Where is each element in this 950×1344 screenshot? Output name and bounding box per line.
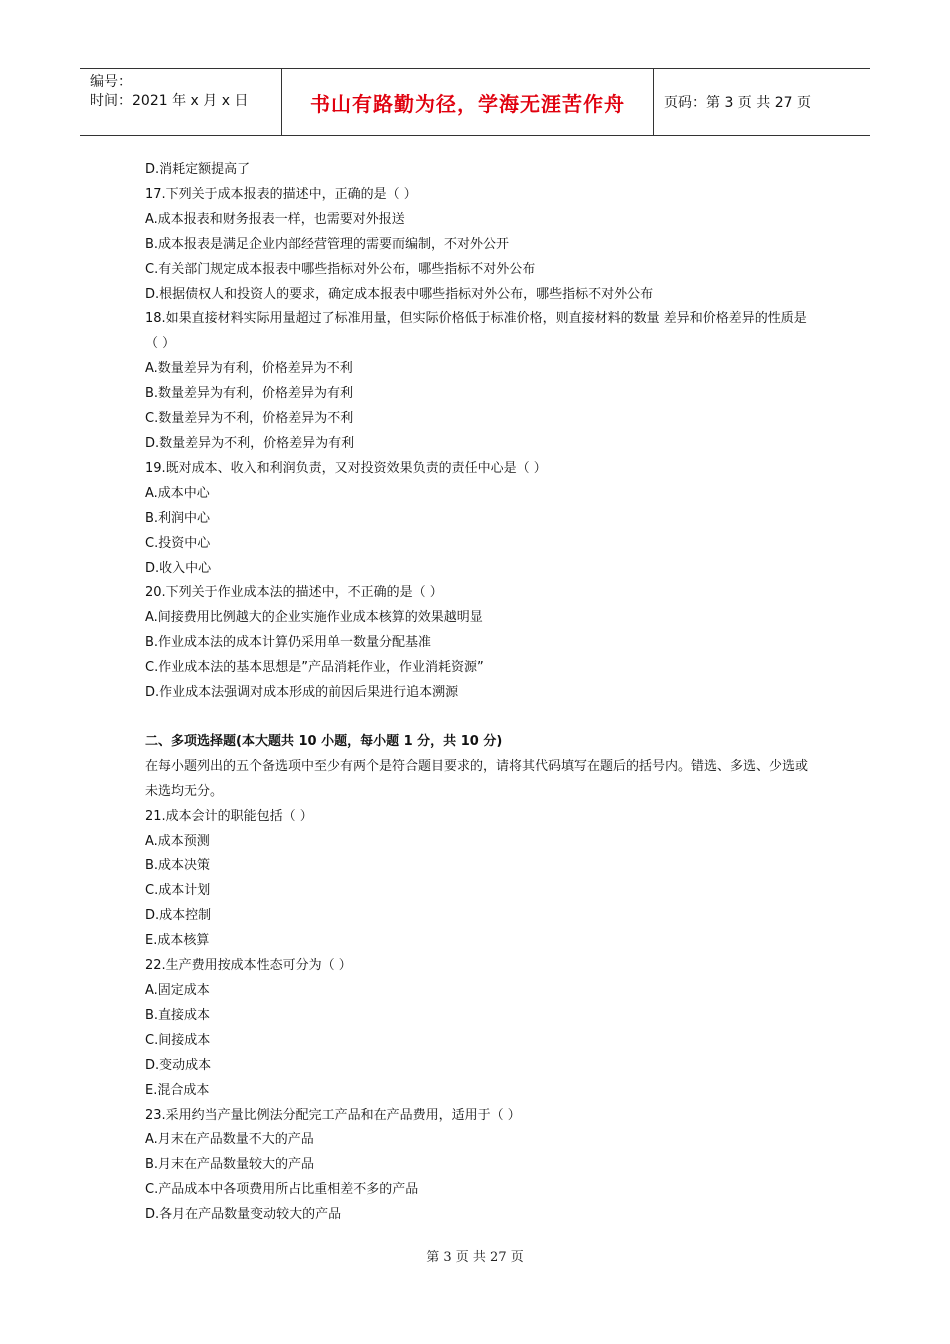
- option-line: E.成本核算: [145, 933, 210, 949]
- option-line: A.间接费用比例越大的企业实施作业成本核算的效果越明显: [145, 610, 483, 626]
- option-line: D.各月在产品数量变动较大的产品: [145, 1207, 342, 1223]
- document-date: 时间：2021 年 x 月 x 日: [90, 93, 249, 109]
- question-line: 23.采用约当产量比例法分配完工产品和在产品费用，适用于（ ）: [145, 1107, 521, 1123]
- option-line: C.投资中心: [145, 535, 211, 551]
- option-line: C.数量差异为不利，价格差异为不利: [145, 411, 354, 427]
- option-line: C.成本计划: [145, 883, 211, 899]
- question-line: 22.生产费用按成本性态可分为（ ）: [145, 958, 352, 974]
- option-line: B.月末在产品数量较大的产品: [145, 1157, 315, 1173]
- question-line: 19.既对成本、收入和利润负责，又对投资效果负责的责任中心是（ ）: [145, 460, 547, 476]
- option-line: A.固定成本: [145, 983, 210, 998]
- document-body: [145, 158, 815, 1228]
- header-page-info-cell: [654, 69, 870, 135]
- option-line: B.成本报表是满足企业内部经营管理的需要而编制，不对外公开: [145, 236, 510, 252]
- section-instructions: 在每小题列出的五个备选项中至少有两个是符合题目要求的，请将其代码填写在题后的括号内。错选、多选、少选或未选均无分。: [145, 758, 809, 799]
- question-line: 17.下列关于成本报表的描述中，正确的是（ ）: [145, 186, 417, 202]
- header-motto: 书山有路勤为径，学海无涯苦作舟: [310, 91, 625, 116]
- header-page-info: 页码：第 3 页 共 27 页: [664, 95, 811, 111]
- option-line: B.直接成本: [145, 1007, 211, 1023]
- question-line: 18.如果直接材料实际用量超过了标准用量，但实际价格低于标准价格，则直接材料的数量 差异和价格差异的性质是（ ）: [145, 311, 807, 352]
- option-line: B.作业成本法的成本计算仍采用单一数量分配基准: [145, 635, 432, 651]
- text-line: D.消耗定额提高了: [145, 162, 251, 177]
- option-line: D.变动成本: [145, 1057, 212, 1073]
- question-line: 21.成本会计的职能包括（ ）: [145, 808, 313, 824]
- option-line: D.作业成本法强调对成本形成的前因后果进行追本溯源: [145, 685, 459, 701]
- option-line: A.月末在产品数量不大的产品: [145, 1132, 314, 1148]
- header-meta: [80, 69, 282, 135]
- option-line: B.数量差异为有利，价格差异为有利: [145, 386, 354, 402]
- page-footer: 第 3 页 共 27 页: [426, 1250, 524, 1265]
- option-line: A.成本中心: [145, 485, 210, 501]
- option-line: B.成本决策: [145, 858, 211, 874]
- option-line: D.收入中心: [145, 560, 212, 576]
- document-number-label: 编号：: [90, 74, 132, 90]
- section-title: 二、多项选择题(本大题共 10 小题，每小题 1 分，共 10 分): [145, 733, 503, 749]
- page-header: [80, 68, 870, 136]
- option-line: C.作业成本法的基本思想是”产品消耗作业，作业消耗资源”: [145, 660, 484, 676]
- option-line: D.成本控制: [145, 908, 212, 924]
- option-line: B.利润中心: [145, 510, 211, 526]
- question-line: 20.下列关于作业成本法的描述中，不正确的是（ ）: [145, 585, 443, 601]
- header-motto-cell: [282, 69, 654, 135]
- option-line: C.间接成本: [145, 1032, 211, 1048]
- option-line: D.根据债权人和投资人的要求，确定成本报表中哪些指标对外公布，哪些指标不对外公布: [145, 286, 654, 302]
- option-line: A.数量差异为有利，价格差异为不利: [145, 361, 353, 377]
- option-line: D.数量差异为不利，价格差异为有利: [145, 435, 355, 451]
- option-line: E.混合成本: [145, 1082, 210, 1098]
- option-line: A.成本预测: [145, 833, 210, 849]
- option-line: C.有关部门规定成本报表中哪些指标对外公布，哪些指标不对外公布: [145, 261, 536, 277]
- option-line: C.产品成本中各项费用所占比重相差不多的产品: [145, 1182, 419, 1198]
- option-line: A.成本报表和财务报表一样，也需要对外报送: [145, 211, 405, 227]
